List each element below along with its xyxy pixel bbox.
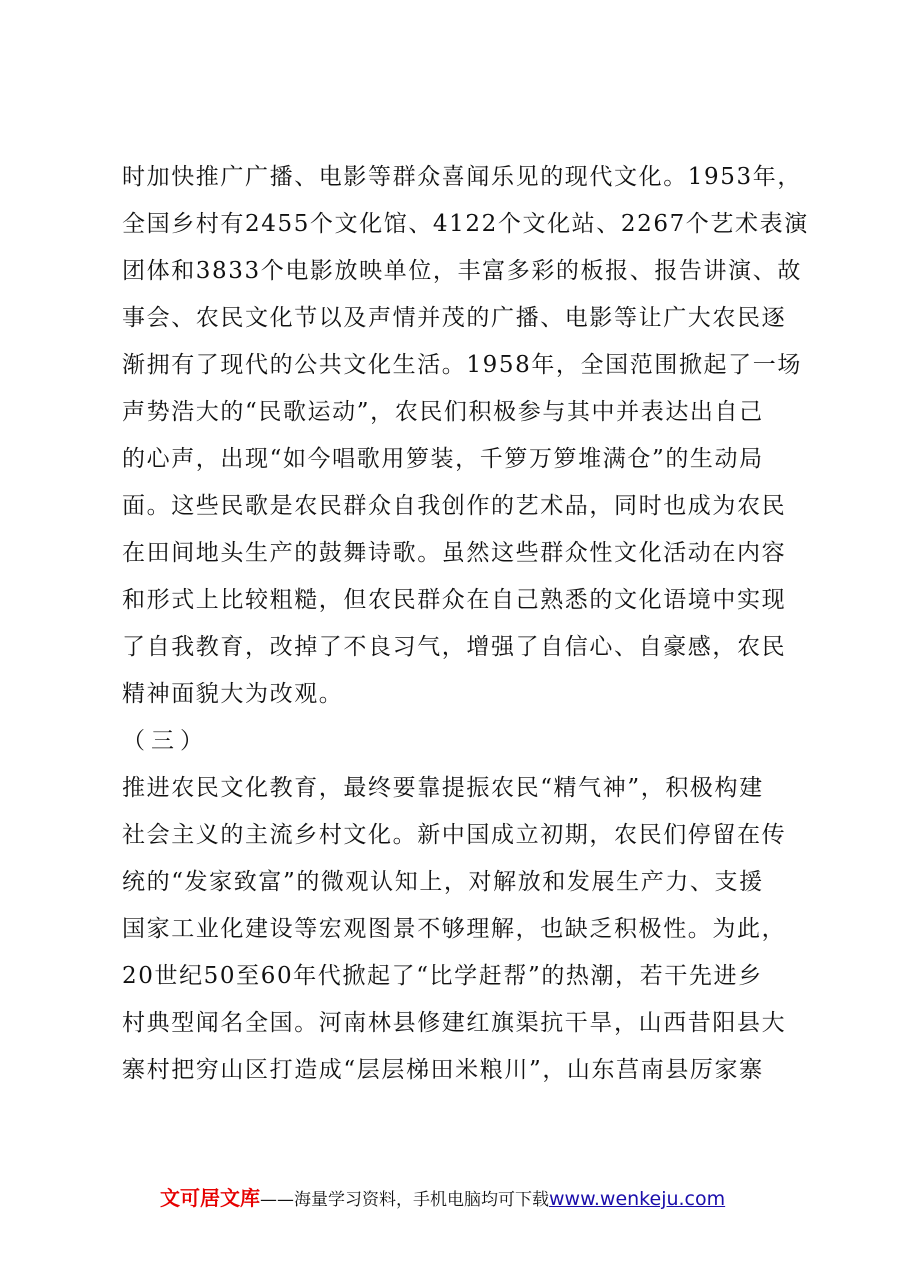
paragraph-line: 社会主义的主流乡村文化。新中国成立初期，农民们停留在传	[122, 822, 787, 848]
paragraph-1	[122, 164, 822, 708]
document-body	[122, 164, 822, 1104]
paragraph-line: 村典型闻名全国。河南林县修建红旗渠抗干旱，山西昔阳县大	[122, 1010, 787, 1036]
paragraph-line: 事会、农民文化节以及声情并茂的广播、电影等让广大农民逐	[122, 305, 787, 331]
paragraph-line: 了自我教育，改掉了不良习气，增强了自信心、自豪感，农民	[122, 634, 787, 660]
paragraph-line: 推进农民文化教育，最终要靠提振农民“精气神”，积极构建	[122, 775, 764, 801]
footer-banner	[160, 1183, 725, 1213]
paragraph-2	[122, 775, 822, 1084]
paragraph-line: 时加快推广广播、电影等群众喜闻乐见的现代文化。1953年，	[122, 164, 802, 190]
paragraph-line: 统的“发家致富”的微观认知上，对解放和发展生产力、支援	[122, 869, 764, 895]
footer-brand: 文可居文库	[160, 1186, 260, 1210]
paragraph-line: 在田间地头生产的鼓舞诗歌。虽然这些群众性文化活动在内容	[122, 540, 787, 566]
paragraph-line: 渐拥有了现代的公共文化生活。1958年，全国范围掀起了一场	[122, 352, 802, 378]
paragraph-line: 和形式上比较粗糙，但农民群众在自己熟悉的文化语境中实现	[122, 587, 787, 613]
footer-tagline: ——海量学习资料，手机电脑均可下载	[260, 1190, 549, 1210]
paragraph-line: 国家工业化建设等宏观图景不够理解，也缺乏积极性。为此，	[122, 916, 787, 942]
paragraph-line: 全国乡村有2455个文化馆、4122个文化站、2267个艺术表演	[122, 211, 809, 237]
footer-website-link[interactable]: www.wenkeju.com	[549, 1188, 726, 1210]
paragraph-line: 的心声，出现“如今唱歌用箩装，千箩万箩堆满仓”的生动局	[122, 446, 764, 472]
paragraph-line: 精神面貌大为改观。	[122, 681, 344, 707]
paragraph-line: 声势浩大的“民歌运动”，农民们积极参与其中并表达出自己	[122, 399, 764, 425]
paragraph-line: 20世纪50至60年代掀起了“比学赶帮”的热潮，若干先进乡	[122, 963, 763, 989]
paragraph-line: 寨村把穷山区打造成“层层梯田米粮川”，山东莒南县厉家寨	[122, 1057, 764, 1083]
section-heading: （三）	[122, 728, 209, 754]
paragraph-line: 团体和3833个电影放映单位，丰富多彩的板报、报告讲演、故	[122, 258, 802, 284]
paragraph-line: 面。这些民歌是农民群众自我创作的艺术品，同时也成为农民	[122, 493, 787, 519]
